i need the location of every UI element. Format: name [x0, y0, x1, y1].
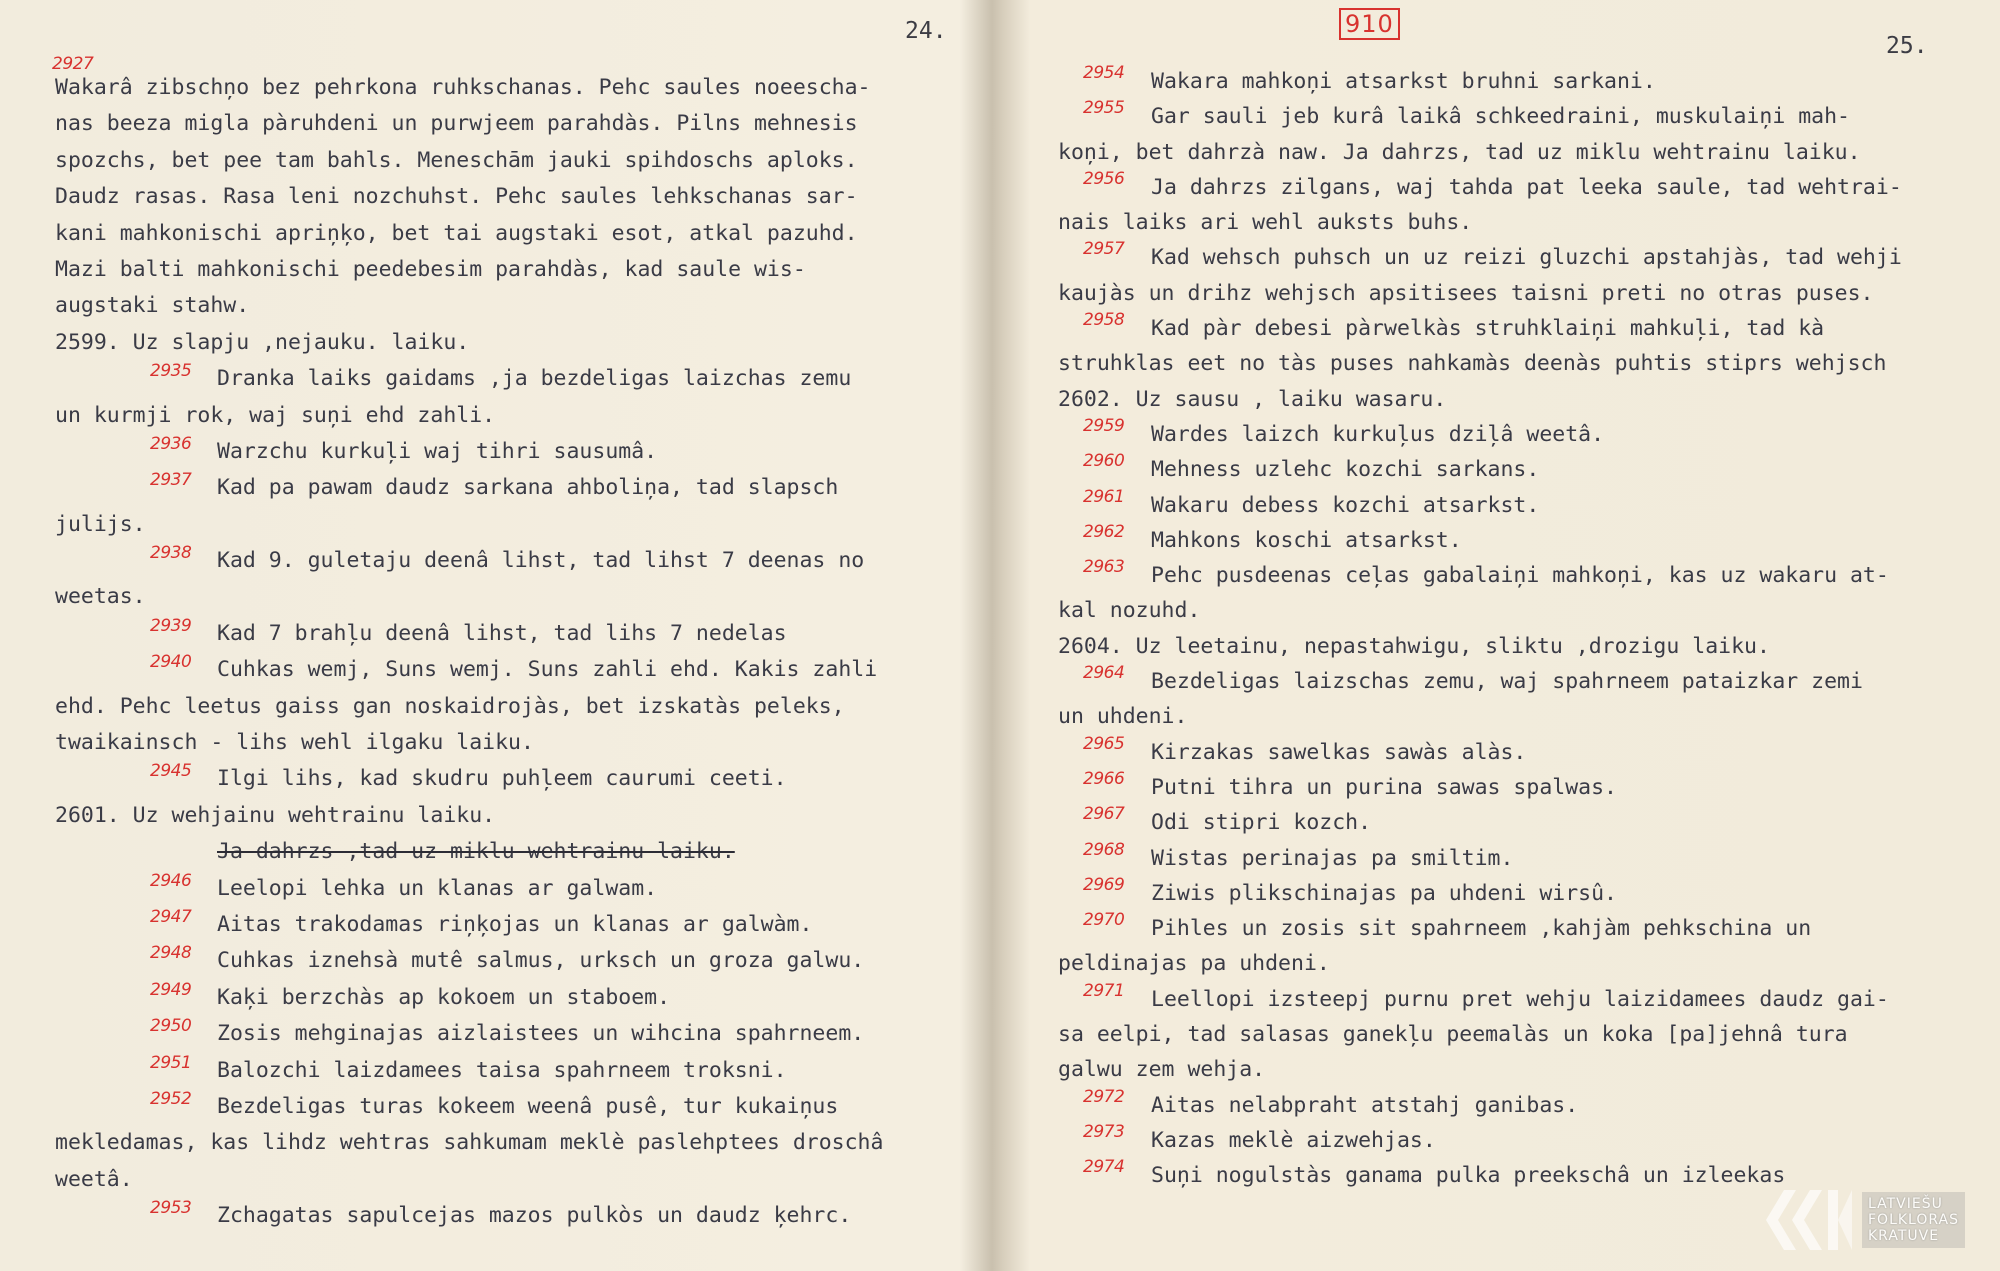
line-text: Wistas perinajas pa smiltim. [1151, 845, 1514, 871]
line-text: Kaķi berzchàs ap kokoem un staboem. [217, 984, 671, 1010]
left-page [0, 0, 995, 1271]
line-text: Mehness uzlehc kozchi sarkans. [1151, 457, 1540, 483]
line-text: struhklas eet no tàs puses nahkamàs deenàs puhtis stiprs wehjsch [1058, 351, 1887, 377]
text-line [1003, 1123, 2000, 1158]
text-line [0, 543, 995, 579]
entry-number-annotation: 2962 [1083, 521, 1125, 542]
text-line [1003, 699, 2000, 734]
text-line [1003, 488, 2000, 523]
line-text: Ja dahrzs zilgans, waj tahda pat leeka saule, tad wehtrai- [1151, 174, 1902, 200]
text-line [0, 798, 995, 834]
line-text: nais laiks ari wehl auksts buhs. [1058, 210, 1473, 236]
text-line [0, 1125, 995, 1161]
text-line [1003, 629, 2000, 664]
text-line [0, 252, 995, 288]
entry-number-annotation: 2970 [1083, 910, 1125, 931]
line-text: Kad pàr debesi pàrwelkàs struhklaiņi mahkuļi, tad kà [1151, 316, 1825, 342]
line-text: Pihles un zosis sit spahrneem ,kahjàm pehkschina un [1151, 916, 1812, 942]
line-text: weetas. [55, 584, 146, 610]
line-text: Suņi nogulstàs ganama pulka preekschâ un izleekas [1151, 1163, 1786, 1189]
entry-number-annotation: 2965 [1083, 733, 1125, 754]
entry-number-annotation: 2969 [1083, 874, 1125, 895]
line-text: Wardes laizch kurkuļus dziļâ weetâ. [1151, 421, 1605, 447]
entry-number-annotation: 2937 [150, 470, 192, 491]
entry-number-annotation: 2971 [1083, 980, 1125, 1001]
line-text: galwu zem wehja. [1058, 1057, 1266, 1083]
entry-number-annotation: 2954 [1083, 63, 1125, 83]
text-line [0, 54, 995, 106]
entry-number-annotation: 2951 [150, 1052, 192, 1073]
line-text: Kad pa pawam daudz sarkana ahboliņa, tad slapsch [217, 475, 839, 501]
line-text: Zchagatas sapulcejas mazos pulkòs un daudz ķehrc. [217, 1203, 852, 1229]
line-text: Kad 7 brahļu deenâ lihst, tad lihs 7 nedelas [217, 620, 787, 646]
text-line [1003, 946, 2000, 981]
text-line [1003, 664, 2000, 699]
entry-number-annotation: 2936 [150, 433, 192, 454]
line-text: Putni tihra un purina sawas spalwas. [1151, 774, 1617, 800]
text-line [0, 470, 995, 506]
text-line [0, 652, 995, 688]
text-line [1003, 135, 2000, 170]
line-text: Bezdeligas turas kokeem weenâ pusê, tur kukaiņus [217, 1093, 839, 1119]
text-line [1003, 841, 2000, 876]
line-text: Balozchi laizdamees taisa spahrneem troksni. [217, 1057, 787, 1083]
line-text: un uhdeni. [1058, 704, 1188, 730]
text-line [0, 761, 995, 797]
entry-number-annotation: 2973 [1083, 1121, 1125, 1142]
line-text: kal nozuhd. [1058, 598, 1201, 624]
line-text: 2604. Uz leetainu, nepastahwigu, sliktu ,drozigu laiku. [1058, 633, 1770, 659]
entry-number-annotation: 2958 [1083, 310, 1125, 331]
line-text: augstaki stahw. [55, 293, 250, 319]
entry-number-annotation: 2950 [150, 1016, 192, 1037]
text-line [0, 216, 995, 252]
line-text: Kazas meklè aizwehjas. [1151, 1127, 1436, 1153]
line-text: 2601. Uz wehjainu wehtrainu laiku. [55, 802, 496, 828]
entry-number-annotation: 2972 [1083, 1086, 1125, 1107]
text-line [0, 143, 995, 179]
line-text: Ziwis plikschinajas pa uhdeni wirsû. [1151, 880, 1617, 906]
line-text: Kad 9. guletaju deenâ lihst, tad lihst 7 deenas no [217, 548, 865, 574]
entry-number-annotation: 2927 [52, 54, 94, 74]
entry-number-annotation: 2945 [150, 761, 192, 782]
entry-number-annotation: 2967 [1083, 804, 1125, 825]
line-text: twaikainsch - lihs wehl ilgaku laiku. [55, 730, 534, 756]
entry-number-annotation: 2957 [1083, 239, 1125, 260]
line-text: Aitas trakodamas riņķojas un klanas ar galwàm. [217, 911, 813, 937]
lfk-logo-icon [1754, 1185, 1854, 1255]
text-line [1003, 417, 2000, 452]
text-line [0, 1089, 995, 1125]
line-text: weetâ. [55, 1166, 133, 1192]
text-line [1003, 452, 2000, 487]
text-line [1003, 276, 2000, 311]
text-line [0, 288, 995, 324]
line-text: Mazi balti mahkonischi peedebesim parahdàs, kad saule wis- [55, 256, 806, 282]
entry-number-annotation: 2946 [150, 870, 192, 891]
line-text: 2602. Uz sausu , laiku wasaru. [1058, 386, 1447, 412]
entry-number-annotation: 2966 [1083, 768, 1125, 789]
right-page-number: 25. [1886, 33, 1928, 59]
line-text: Warzchu kurkuļi waj tihri sausumâ. [217, 438, 658, 464]
line-text: Daudz rasas. Rasa leni nozchuhst. Pehc saules lehkschanas sar- [55, 184, 858, 210]
entry-number-annotation: 2938 [150, 543, 192, 564]
logo-line-3: KRATUVE [1868, 1228, 1940, 1244]
line-text: spozchs, bet pee tam bahls. Meneschām jauki spihdoschs aploks. [55, 147, 858, 173]
archive-logo [1754, 1177, 1990, 1263]
line-text: Kirzakas sawelkas sawàs alàs. [1151, 739, 1527, 765]
archive-number-stamp: 910 [1339, 8, 1400, 40]
line-text: Mahkons koschi atsarkst. [1151, 527, 1462, 553]
line-text: Dranka laiks gaidams ,ja bezdeligas laizchas zemu [217, 366, 852, 392]
text-line [1003, 64, 2000, 99]
line-text: 2599. Uz slapju ,nejauku. laiku. [55, 329, 470, 355]
line-text: Cuhkas iznehsà mutê salmus, urksch un groza galwu. [217, 948, 865, 974]
line-text: Ja dahrzs ,tad uz miklu wehtrainu laiku. [217, 839, 735, 865]
entry-number-annotation: 2947 [150, 906, 192, 927]
entry-number-annotation: 2956 [1083, 168, 1125, 189]
text-line [1003, 593, 2000, 628]
line-text: Pehc pusdeenas ceļas gabalaiņi mahkoņi, kas uz wakaru at- [1151, 563, 1889, 589]
text-line [1003, 240, 2000, 275]
entry-number-annotation: 2959 [1083, 415, 1125, 436]
logo-line-2: FOLKLORAS [1868, 1212, 1959, 1228]
line-text: Cuhkas wemj, Suns wemj. Suns zahli ehd. Kakis zahli [217, 657, 878, 683]
line-text: ehd. Pehc leetus gaiss gan noskaidrojàs, bet izskatàs peleks, [55, 693, 845, 719]
line-text: sa eelpi, tad salasas ganekļu peemalàs un koka [pa]jehnâ tura [1058, 1022, 1848, 1048]
line-text: Leellopi izsteepj purnu pret wehju laizidamees daudz gai- [1151, 986, 1889, 1012]
text-line [1003, 99, 2000, 134]
line-text: Wakarâ zibschņo bez pehrkona ruhkschanas. Pehc saules noeescha- [55, 75, 871, 100]
line-text: Zosis mehginajas aizlaistees un wihcina spahrneem. [217, 1021, 865, 1047]
line-text: Wakara mahkoņi atsarkst bruhni sarkani. [1151, 69, 1656, 94]
entry-number-annotation: 2952 [150, 1088, 192, 1109]
entry-number-annotation: 2963 [1083, 557, 1125, 578]
text-line [1003, 911, 2000, 946]
line-text: Ilgi lihs, kad skudru puhļeem caurumi ceeti. [217, 766, 787, 792]
text-line [0, 361, 995, 397]
line-text: Gar sauli jeb kurâ laikâ schkeedraini, muskulaiņi mah- [1151, 104, 1850, 130]
line-text: koņi, bet dahrzà naw. Ja dahrzs, tad uz miklu wehtrainu laiku. [1058, 139, 1861, 165]
entry-number-annotation: 2948 [150, 943, 192, 964]
text-line [0, 106, 995, 142]
line-text: un kurmji rok, waj suņi ehd zahli. [55, 402, 496, 428]
line-text: peldinajas pa uhdeni. [1058, 951, 1330, 977]
text-line [1003, 982, 2000, 1017]
line-text: kaujàs un drihz wehjsch apsitisees taisni preti no otras puses. [1058, 280, 1874, 306]
text-line [1003, 770, 2000, 805]
text-line [1003, 735, 2000, 770]
line-text: Bezdeligas laizschas zemu, waj spahrneem pataizkar zemi [1151, 669, 1863, 695]
archive-logo-text [1862, 1192, 1965, 1248]
text-line [1003, 876, 2000, 911]
line-text: nas beeza migla pàruhdeni un purwjeem parahdàs. Pilns mehnesis [55, 111, 858, 137]
text-line [1003, 1052, 2000, 1087]
entry-number-annotation: 2961 [1083, 486, 1125, 507]
entry-number-annotation: 2960 [1083, 451, 1125, 472]
text-line [0, 1198, 995, 1234]
line-text: Aitas nelabpraht atstahj ganibas. [1151, 1092, 1579, 1118]
entry-number-annotation: 2955 [1083, 98, 1125, 119]
entry-number-annotation: 2968 [1083, 839, 1125, 860]
entry-number-annotation: 2949 [150, 979, 192, 1000]
text-line [0, 179, 995, 215]
text-line [1003, 382, 2000, 417]
right-page-lines [1003, 64, 2000, 1194]
entry-number-annotation: 2940 [150, 652, 192, 673]
line-text: mekledamas, kas lihdz wehtras sahkumam meklè paslehptees droschâ [55, 1130, 884, 1156]
text-line [1003, 346, 2000, 381]
left-page-lines [0, 54, 995, 1235]
line-text: Odi stipri kozch. [1151, 810, 1372, 836]
entry-number-annotation: 2964 [1083, 663, 1125, 684]
line-text: julijs. [55, 511, 146, 537]
left-page-number: 24. [905, 18, 947, 44]
line-text: Kad wehsch puhsch un uz reizi gluzchi apstahjàs, tad wehji [1151, 245, 1902, 271]
text-line [1003, 1088, 2000, 1123]
entry-number-annotation: 2953 [150, 1198, 192, 1219]
text-line [1003, 170, 2000, 205]
right-page [1003, 0, 2000, 1271]
logo-line-1: LATVIEŠU [1868, 1196, 1943, 1212]
entry-number-annotation: 2939 [150, 615, 192, 636]
line-text: kani mahkonischi apriņķo, bet tai augstaki esot, atkal pazuhd. [55, 220, 858, 246]
text-line [1003, 805, 2000, 840]
text-line [1003, 558, 2000, 593]
text-line [1003, 1017, 2000, 1052]
text-line [1003, 205, 2000, 240]
entry-number-annotation: 2974 [1083, 1157, 1125, 1178]
line-text: Wakaru debess kozchi atsarkst. [1151, 492, 1540, 518]
text-line [1003, 523, 2000, 558]
line-text: Leelopi lehka un klanas ar galwam. [217, 875, 658, 901]
text-line [1003, 311, 2000, 346]
entry-number-annotation: 2935 [150, 361, 192, 382]
text-line [0, 689, 995, 725]
